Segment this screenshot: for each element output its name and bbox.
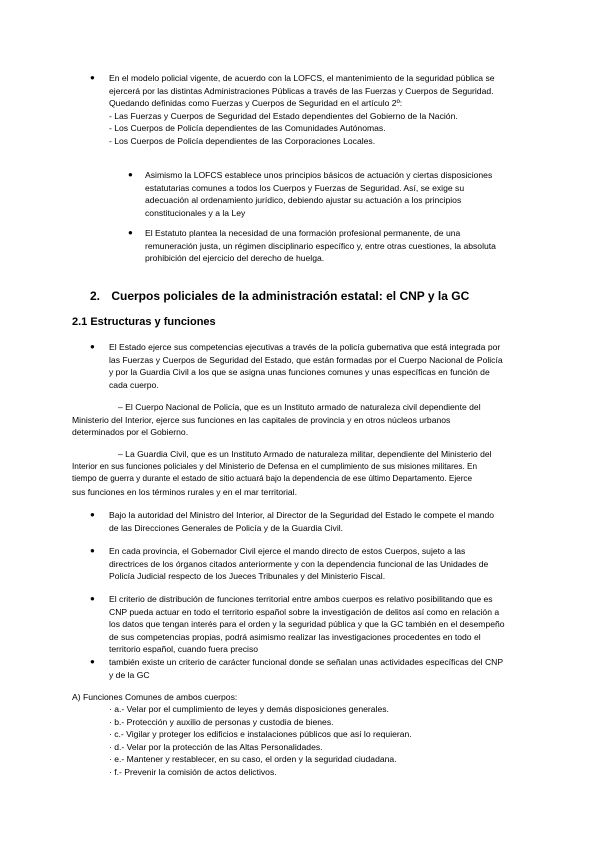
- intro-paragraph: [109, 72, 527, 148]
- estado-paragraph: [109, 341, 527, 391]
- text-line: remuneración justa, un régimen disciplinario específico y, entre otras cuestiones, la absoluta: [145, 240, 496, 251]
- bullet-icon: ●: [90, 594, 95, 603]
- subsection-heading: 2.1 Estructuras y funciones: [72, 316, 216, 328]
- provincia-paragraph: [109, 545, 527, 583]
- section-number: 2.: [90, 289, 101, 303]
- text-line: Asimismo la LOFCS establece unos principios básicos de actuación y ciertas disposiciones: [145, 170, 493, 180]
- text-line: El Estado ejerce sus competencias ejecutivas a través de la policía gubernativa que está integrada por: [109, 342, 501, 352]
- list-item: · b.- Protección y auxilio de personas y custodia de bienes.: [109, 716, 334, 727]
- gc-paragraph: [72, 448, 527, 498]
- text-line: El criterio de distribución de funciones territorial entre ambos cuerpos es relativo posibilitando que es: [109, 594, 493, 604]
- section-title: Cuerpos policiales de la administración estatal: el CNP y la GC: [111, 289, 470, 303]
- text-line: y por la Guardia Civil a los que se asigna unas funciones comunes y unas específicas en función de: [109, 367, 490, 378]
- section-heading: [90, 289, 469, 304]
- criterio-paragraph: [109, 593, 527, 656]
- text-line: de las Direcciones Generales de Policía y de la Guardia Civil.: [109, 522, 344, 533]
- cnp-paragraph: [72, 401, 527, 439]
- text-line: las Fuerzas y Cuerpos de Seguridad del Estado, que están formadas por el Cuerpo Nacional de Policía: [109, 354, 503, 365]
- text-line: Quedando definidas como Fuerzas y Cuerpos de Seguridad en el artículo 2º:: [109, 98, 403, 109]
- funcional-paragraph: [109, 656, 527, 681]
- text-line: también existe un criterio de carácter funcional donde se señalan unas actividades específicas del CNP: [109, 657, 504, 667]
- text-line: territorio español, cuando fuera preciso: [109, 644, 259, 655]
- bullet-icon: ●: [128, 228, 133, 237]
- text-line: de sus competencias propias, podrá asimismo realizar las investigaciones procedentes en todo el: [109, 631, 481, 642]
- text-line: Bajo la autoridad del Ministro del Interior, al Director de la Seguridad del Estado le compete el mando: [109, 510, 495, 520]
- list-item: · a.- Velar por el cumplimiento de leyes y demás disposiciones generales.: [109, 704, 389, 714]
- text-line: Policía Judicial respecto de los Jueces Tribunales y del Ministerio Fiscal.: [109, 571, 386, 582]
- text-line: cada cuerpo.: [109, 379, 159, 390]
- text-line: Interior en sus funciones policiales y del Ministerio de Defensa en el cumplimiento de sus misiones militares. En: [72, 461, 478, 471]
- text-line: prohibición del ejercicio del derecho de huelga.: [145, 253, 325, 264]
- text-line: El Estatuto plantea la necesidad de una formación profesional permanente, de una: [145, 228, 461, 238]
- text-line: tiempo de guerra y durante el estado de sitio actuará bajo la dependencia de ese último Departamento. Ejerce: [72, 474, 473, 484]
- bullet-icon: ●: [90, 657, 95, 666]
- text-line: sus funciones en los términos rurales y en el mar territorial.: [72, 486, 297, 497]
- text-line: y de la GC: [109, 669, 150, 680]
- text-line: En el modelo policial vigente, de acuerdo con la LOFCS, el mantenimiento de la seguridad pública se: [109, 73, 495, 83]
- bullet-icon: ●: [90, 73, 95, 82]
- nested-paragraph-2: [145, 227, 527, 265]
- bullet-icon: ●: [90, 510, 95, 519]
- text-line: En cada provincia, el Gobernador Civil ejerce el mando directo de estos Cuerpos, sujeto a las: [109, 546, 466, 556]
- text-line: - Las Fuerzas y Cuerpos de Seguridad del Estado dependientes del Gobierno de la Nación.: [109, 110, 458, 121]
- bullet-icon: ●: [90, 546, 95, 555]
- list-item: · d.- Velar por la protección de las Altas Personalidades.: [109, 741, 323, 752]
- bullet-icon: ●: [128, 170, 133, 179]
- mando-paragraph: [109, 509, 527, 534]
- text-line: – El Cuerpo Nacional de Policía, que es un Instituto armado de naturaleza civil dependiente del: [118, 402, 481, 412]
- text-line: los datos que tengan interés para el orden y la seguridad pública y que la GC también en el desempeño: [109, 619, 505, 630]
- text-line: - Los Cuerpos de Policía dependientes de las Comunidades Autónomas.: [109, 123, 386, 134]
- nested-paragraph-1: [145, 169, 527, 219]
- bullet-icon: ●: [90, 342, 95, 351]
- list-item: · f.- Prevenir la comisión de actos delictivos.: [109, 766, 277, 777]
- text-line: estatutarias comunes a todos los Cuerpos y Fuerzas de Seguridad. Así, se exige su: [145, 182, 465, 193]
- funciones-list: [109, 703, 527, 779]
- text-line: determinados por el Gobierno.: [72, 427, 189, 438]
- text-line: - Los Cuerpos de Policía dependientes de las Corporaciones Locales.: [109, 135, 376, 146]
- text-line: CNP pueda actuar en todo el territorio español sobre la investigación de delitos así como en relación a: [109, 606, 500, 617]
- funciones-heading: A) Funciones Comunes de ambos cuerpos:: [72, 692, 238, 702]
- text-line: constitucionales y a la Ley: [145, 207, 246, 218]
- text-line: ejercerá por las distintas Administraciones Públicas a través de las Fuerzas y Cuerpos de Seguridad.: [109, 85, 494, 96]
- text-line: directrices de los órganos citados anteriormente y con la dependencia funcional de las Unidades de: [109, 558, 489, 569]
- list-item: · e.- Mantener y restablecer, en su caso, el orden y la seguridad ciudadana.: [109, 754, 397, 765]
- list-item: · c.- Vigilar y proteger los edificios e instalaciones públicos que así lo requieran.: [109, 729, 412, 740]
- text-line: Ministerio del Interior, ejerce sus funciones en las capitales de provincia y en otros núcleos urbanos: [72, 414, 451, 425]
- text-line: – La Guardia Civil, que es un Instituto Armado de naturaleza militar, dependiente del Ministerio del: [118, 449, 492, 459]
- text-line: adecuación al ordenamiento jurídico, debiendo ajustar su actuación a los principios: [145, 195, 462, 206]
